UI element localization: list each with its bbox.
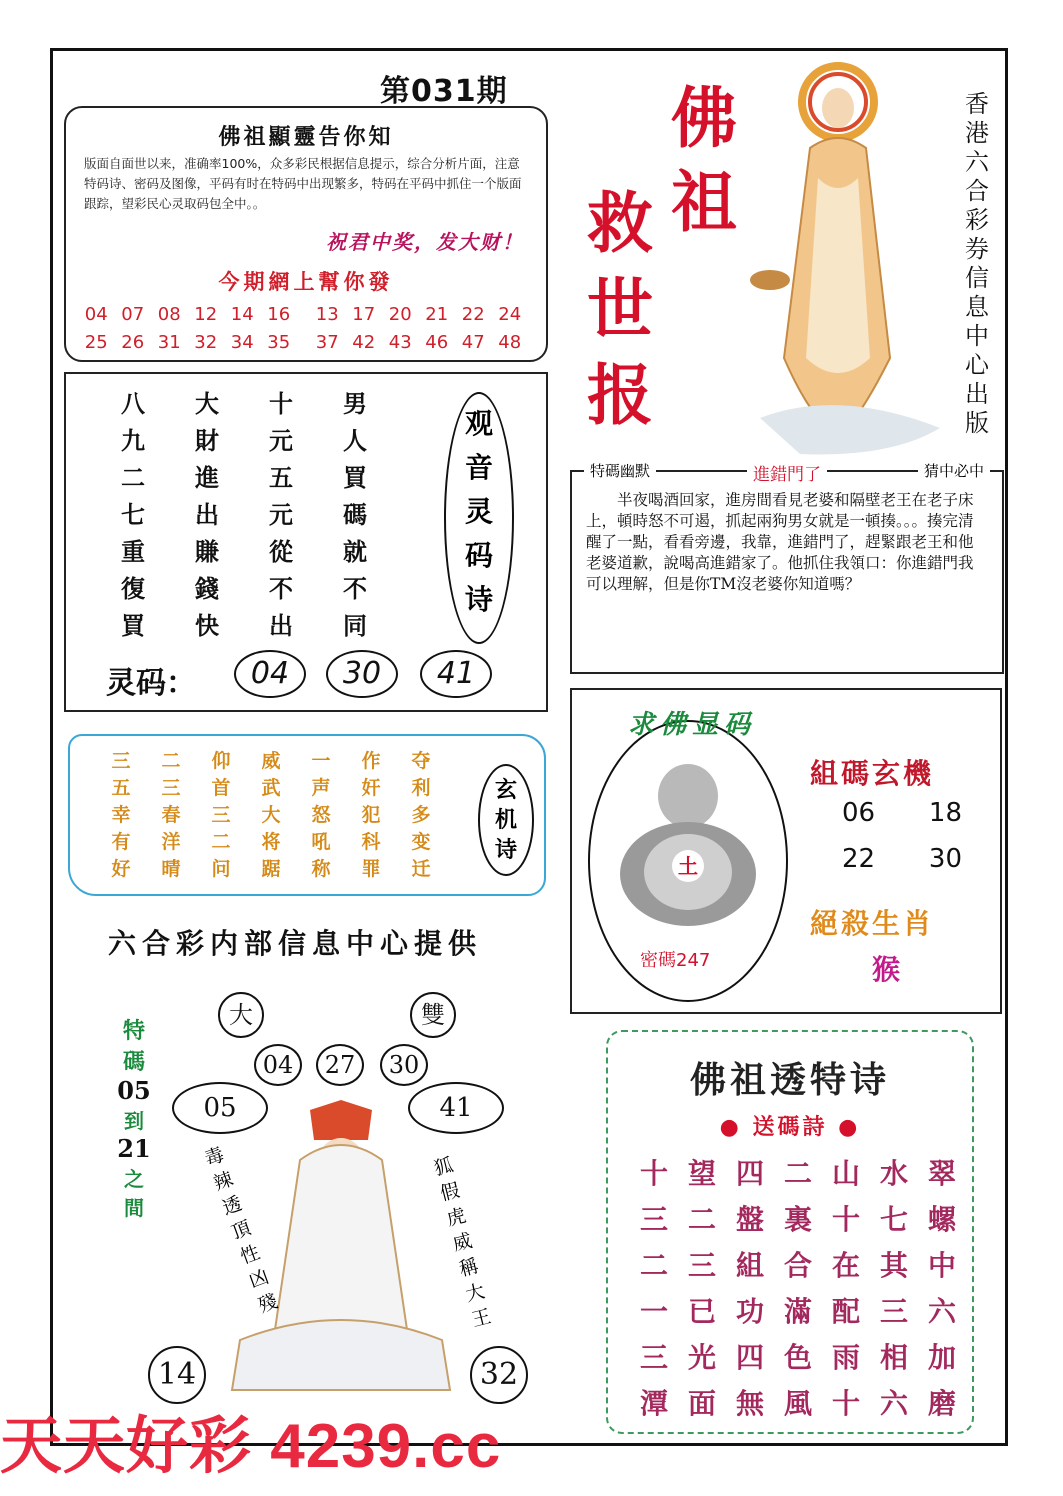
- poem-char: 快: [195, 611, 219, 640]
- poem-char: 五: [269, 463, 293, 492]
- special-char: 合: [783, 1249, 812, 1282]
- poem-char: 買: [121, 611, 145, 640]
- mystic-col: [96, 748, 146, 883]
- special-row: [630, 1382, 966, 1428]
- poem-char: 七: [121, 500, 145, 529]
- notice-wish: 祝君中奖，发大财！: [326, 230, 524, 254]
- title-char: 佛: [671, 79, 737, 157]
- phrase-char: 透: [219, 1192, 246, 1220]
- mystic-char: 幸: [111, 804, 131, 826]
- poem-row: [96, 458, 406, 495]
- mystic-char: 作: [361, 750, 381, 772]
- special-poem-grid: [630, 1152, 966, 1428]
- special-char: 已: [687, 1295, 716, 1328]
- mystic-char: 科: [361, 831, 381, 853]
- number: 24: [498, 304, 522, 325]
- publisher-vertical: [962, 90, 992, 438]
- big-circle: 大: [218, 992, 264, 1038]
- subtitle-text: 送碼詩: [752, 1115, 828, 1140]
- mystic-char: 吼: [311, 831, 331, 853]
- tag-char: 21: [117, 1134, 151, 1163]
- publisher-char: 六: [965, 148, 989, 176]
- publisher-char: 彩: [965, 206, 989, 234]
- mystic-col: [196, 748, 246, 883]
- mystic-col: [296, 748, 346, 883]
- number: 47: [461, 332, 485, 353]
- title-char: 救: [587, 184, 653, 262]
- guanyin-poem-box: [64, 372, 548, 712]
- kill-title: 絕殺生肖: [810, 907, 935, 940]
- special-poem-box: [606, 1030, 974, 1434]
- poem-char: 大: [195, 389, 219, 418]
- number: 42: [352, 332, 376, 353]
- special-char: 無: [735, 1387, 764, 1420]
- joke-tag-mid: 進錯門了: [747, 460, 827, 485]
- mystic-char: 问: [211, 858, 231, 880]
- number: 21: [425, 304, 449, 325]
- mystic-label-oval: [478, 764, 534, 876]
- mystic-col: [246, 748, 296, 883]
- mystic-char: 三: [211, 804, 231, 826]
- mystic-poem-box: [68, 734, 546, 896]
- publisher-char: 中: [965, 322, 989, 350]
- special-char: 六: [927, 1295, 956, 1328]
- title-char: 报: [587, 356, 653, 434]
- combo-number: 30: [928, 844, 962, 874]
- number: 07: [121, 304, 145, 325]
- mystic-char: 利: [411, 777, 431, 799]
- number: 20: [388, 304, 412, 325]
- poem-row: [96, 606, 406, 643]
- mystic-char: 二: [161, 750, 181, 772]
- number: 37: [315, 332, 339, 353]
- mystic-grid: [96, 748, 446, 883]
- special-row: [630, 1198, 966, 1244]
- bullet-icon: ●: [838, 1115, 861, 1140]
- publisher-char: 合: [965, 177, 989, 205]
- number: 16: [267, 304, 291, 325]
- special-char: 四: [735, 1157, 764, 1190]
- title-char: 祖: [671, 163, 737, 241]
- mystic-char: 奸: [361, 777, 381, 799]
- poem-char: 同: [343, 611, 367, 640]
- special-char: 三: [639, 1341, 668, 1374]
- mystic-col: [346, 748, 396, 883]
- joke-tag-right: 猜中必中: [918, 460, 990, 485]
- combo-row: [842, 798, 962, 828]
- title-char: 世: [587, 270, 653, 348]
- poem-label-oval: [444, 392, 514, 644]
- numbers-row-1: [78, 304, 534, 325]
- special-char: 潭: [639, 1387, 668, 1420]
- special-char: 雨: [831, 1341, 860, 1374]
- publisher-char: 香: [965, 90, 989, 118]
- mystic-char: 多: [411, 804, 431, 826]
- poem-char: 復: [121, 574, 145, 603]
- tag-char: 特: [122, 1018, 145, 1044]
- mystic-char: 武: [261, 777, 281, 799]
- combo-number: 06: [842, 798, 876, 828]
- number: 13: [315, 304, 339, 325]
- special-char: 三: [639, 1203, 668, 1236]
- mystic-char: 好: [111, 858, 131, 880]
- combo-number: 22: [842, 844, 876, 874]
- notice-help-title: 今期網上幫你發: [218, 269, 394, 294]
- top-number: 04: [254, 1044, 302, 1086]
- number: 26: [121, 332, 145, 353]
- mystic-char: 怒: [311, 804, 331, 826]
- right-number: 41: [408, 1082, 504, 1134]
- main-title-line2: [580, 180, 660, 438]
- top-number: 27: [316, 1044, 364, 1086]
- number: 32: [194, 332, 218, 353]
- phrase-char: 頂: [228, 1216, 254, 1244]
- mystic-char: 有: [111, 831, 131, 853]
- mystic-char: 踞: [261, 858, 281, 880]
- number: 17: [352, 304, 376, 325]
- special-char: 三: [879, 1295, 908, 1328]
- label-char: 灵: [464, 495, 493, 528]
- special-char: 翠: [927, 1157, 956, 1190]
- mystic-char: 春: [161, 804, 181, 826]
- mystic-char: 首: [211, 777, 231, 799]
- buddha-box: [570, 688, 1002, 1014]
- number: 43: [388, 332, 412, 353]
- mystic-char: 仰: [211, 750, 231, 772]
- number: 35: [267, 332, 291, 353]
- poem-char: 從: [269, 537, 293, 566]
- label-char: 诗: [464, 583, 493, 616]
- phrase-char: 虎: [444, 1204, 469, 1231]
- label-char: 码: [464, 539, 493, 572]
- mystic-char: 五: [111, 777, 131, 799]
- poem-char: 買: [343, 463, 367, 492]
- special-poem-title: 佛祖透特诗: [689, 1059, 890, 1101]
- number: 46: [425, 332, 449, 353]
- mystic-char: 大: [261, 804, 281, 826]
- phrase-char: 大: [463, 1280, 488, 1307]
- label-char: 音: [464, 451, 493, 484]
- phrase-char: 殘: [255, 1290, 281, 1318]
- special-char: 功: [735, 1295, 764, 1328]
- number: 08: [157, 304, 181, 325]
- special-char: 一: [639, 1295, 668, 1328]
- special-char: 螺: [927, 1203, 956, 1236]
- special-char: 配: [831, 1295, 860, 1328]
- number: 04: [84, 304, 108, 325]
- special-char: 十: [831, 1203, 860, 1236]
- double-circle: 雙: [410, 992, 456, 1038]
- bottom-right-number: 32: [470, 1346, 528, 1404]
- secret-code: 密碼247: [640, 950, 711, 971]
- number: 12: [194, 304, 218, 325]
- issue-number: 第031期: [380, 74, 508, 109]
- bullet-icon: ●: [719, 1115, 742, 1140]
- laughing-buddha-image: [606, 756, 770, 926]
- special-char: 色: [783, 1341, 812, 1374]
- number: 25: [84, 332, 108, 353]
- publisher-char: 息: [965, 293, 989, 321]
- mystic-char: 三: [111, 750, 131, 772]
- special-char: 望: [687, 1157, 716, 1190]
- bottom-left-number: 14: [148, 1346, 206, 1404]
- publisher-char: 心: [965, 351, 989, 379]
- poem-char: 錢: [195, 574, 219, 603]
- phrase-char: 稱: [456, 1254, 481, 1281]
- mystic-char: 二: [211, 831, 231, 853]
- poem-char: 二: [121, 463, 145, 492]
- special-row: [630, 1336, 966, 1382]
- special-char: 相: [879, 1341, 908, 1374]
- phrase-char: 威: [450, 1229, 475, 1256]
- special-char: 組: [735, 1249, 764, 1282]
- tag-char: 間: [124, 1196, 144, 1220]
- guanyin-figure-image: [740, 58, 956, 464]
- special-char: 六: [879, 1387, 908, 1420]
- special-char: 四: [735, 1341, 764, 1374]
- combo-title: 組碼玄機: [810, 757, 935, 790]
- phrase-char: 毒: [201, 1143, 228, 1171]
- notice-box: [64, 106, 548, 362]
- poem-char: 就: [343, 537, 367, 566]
- special-char: 光: [687, 1341, 716, 1374]
- special-char: 二: [783, 1157, 812, 1190]
- number: 34: [230, 332, 254, 353]
- center-char: 土: [678, 854, 698, 878]
- phrase-char: 性: [237, 1241, 263, 1269]
- special-char: 風: [783, 1387, 812, 1420]
- poem-grid: [96, 384, 406, 643]
- left-number: 05: [172, 1082, 268, 1134]
- numbers-row-2: [78, 332, 534, 353]
- phrase-char: 狐: [431, 1154, 456, 1180]
- joke-text: 半夜喝酒回家，進房間看見老婆和隔壁老王在老子床上，頓時怒不可遏，抓起兩狗男女就是一頓揍。。。揍完清醒了一點，看看旁邊，我靠，進錯門了，趕緊跟老王和他老婆道歉，說喝高進錯家了。他抓住我領口：你進錯門我可以理解，但是你TM沒老婆你知道嗎？: [586, 491, 974, 593]
- tag-char: 05: [117, 1076, 151, 1105]
- notice-title: 佛祖顯靈告你知: [218, 124, 394, 150]
- special-char: 二: [639, 1249, 668, 1282]
- label-char: 玄: [494, 778, 517, 803]
- special-char: 十: [831, 1387, 860, 1420]
- tag-char: 到: [124, 1109, 144, 1133]
- mystic-char: 夺: [411, 750, 431, 772]
- lingma-number: 30: [326, 650, 398, 698]
- mystic-char: 迁: [411, 858, 431, 880]
- lingma-label: 灵码：: [106, 666, 196, 701]
- publisher-char: 出: [965, 380, 989, 408]
- poem-char: 不: [269, 574, 293, 603]
- phrase-char: 辣: [210, 1167, 237, 1196]
- lingma-number: 04: [234, 650, 306, 698]
- special-char: 盤: [735, 1203, 764, 1236]
- combo-number: 18: [928, 798, 962, 828]
- combo-row: [842, 844, 962, 874]
- number: 14: [230, 304, 254, 325]
- special-char: 三: [687, 1249, 716, 1282]
- phrase-char: 假: [438, 1179, 462, 1206]
- special-char: 加: [927, 1341, 956, 1374]
- publisher-char: 版: [965, 409, 989, 437]
- poem-row: [96, 532, 406, 569]
- special-char: 磨: [927, 1387, 956, 1420]
- special-row: [630, 1152, 966, 1198]
- special-char: 七: [879, 1203, 908, 1236]
- poem-char: 進: [195, 463, 219, 492]
- lingma-number: 41: [420, 650, 492, 698]
- poem-char: 十: [269, 389, 293, 418]
- mystic-char: 洋: [161, 831, 181, 853]
- publisher-char: 信: [965, 264, 989, 292]
- mystic-char: 晴: [161, 858, 181, 880]
- number: 48: [498, 332, 522, 353]
- special-char: 十: [639, 1157, 668, 1190]
- poem-row: [96, 495, 406, 532]
- mystic-char: 一: [311, 750, 331, 772]
- publisher-char: 券: [965, 235, 989, 263]
- special-range-tag: [112, 1014, 156, 1221]
- poem-char: 賺: [195, 537, 219, 566]
- phrase-char: 王: [469, 1305, 494, 1332]
- special-char: 山: [831, 1157, 860, 1190]
- tag-char: 碼: [122, 1049, 145, 1075]
- site-watermark: 天天好彩 4239.cc: [0, 1412, 502, 1481]
- mystic-char: 犯: [361, 804, 381, 826]
- poem-char: 八: [121, 389, 145, 418]
- poem-row: [96, 384, 406, 421]
- number: 22: [461, 304, 485, 325]
- mystic-char: 声: [311, 777, 331, 799]
- poem-char: 重: [121, 537, 145, 566]
- mystic-col: [146, 748, 196, 883]
- mystic-col: [396, 748, 446, 883]
- poem-char: 元: [269, 500, 293, 529]
- poem-char: 碼: [343, 500, 367, 529]
- publisher-char: 港: [965, 119, 989, 147]
- mystic-char: 罪: [361, 858, 381, 880]
- poem-char: 男: [343, 389, 367, 418]
- poem-row: [96, 569, 406, 606]
- top-number: 30: [380, 1044, 428, 1086]
- kill-value: 猴: [872, 953, 901, 986]
- joke-header: [584, 460, 990, 485]
- mystic-char: 将: [261, 831, 281, 853]
- special-char: 滿: [783, 1295, 812, 1328]
- mystic-char: 称: [311, 858, 331, 880]
- poem-char: 九: [121, 426, 145, 455]
- joke-tag-left: 特碼幽默: [584, 460, 656, 485]
- special-char: 面: [687, 1387, 716, 1420]
- number: 31: [157, 332, 181, 353]
- label-char: 诗: [494, 838, 517, 863]
- arc-title: 求佛显码: [627, 710, 756, 740]
- poem-row: [96, 421, 406, 458]
- mystic-char: 三: [161, 777, 181, 799]
- poem-char: 人: [343, 426, 367, 455]
- notice-body: 版面自面世以来，准确率100%，众多彩民根据信息提示，综合分析片面，注意特码诗、密码及图像，平码有时在特码中出现繁多，特码在平码中抓住一个版面跟踪，望彩民心灵取码包全中。。: [84, 156, 522, 211]
- poem-char: 不: [343, 574, 367, 603]
- poem-char: 出: [269, 611, 293, 640]
- special-row: [630, 1244, 966, 1290]
- main-title-line1: [664, 76, 744, 244]
- mystic-char: 变: [411, 831, 431, 853]
- special-char: 裏: [783, 1203, 812, 1236]
- phrase-char: 凶: [246, 1265, 272, 1293]
- special-char: 在: [831, 1249, 860, 1282]
- special-char: 水: [879, 1157, 908, 1190]
- poem-char: 元: [269, 426, 293, 455]
- tag-char: 之: [124, 1167, 144, 1191]
- special-row: [630, 1290, 966, 1336]
- joke-box: [570, 462, 1004, 674]
- label-char: 观: [464, 407, 493, 440]
- provider-text: 六合彩内部信息中心提供: [108, 927, 483, 960]
- label-char: 机: [494, 808, 517, 833]
- special-poem-subtitle: [608, 1110, 972, 1141]
- special-char: 中: [927, 1249, 956, 1282]
- poem-char: 財: [195, 426, 219, 455]
- special-char: 二: [687, 1203, 716, 1236]
- mystic-char: 威: [261, 750, 281, 772]
- special-char: 其: [879, 1249, 908, 1282]
- poem-char: 出: [195, 500, 219, 529]
